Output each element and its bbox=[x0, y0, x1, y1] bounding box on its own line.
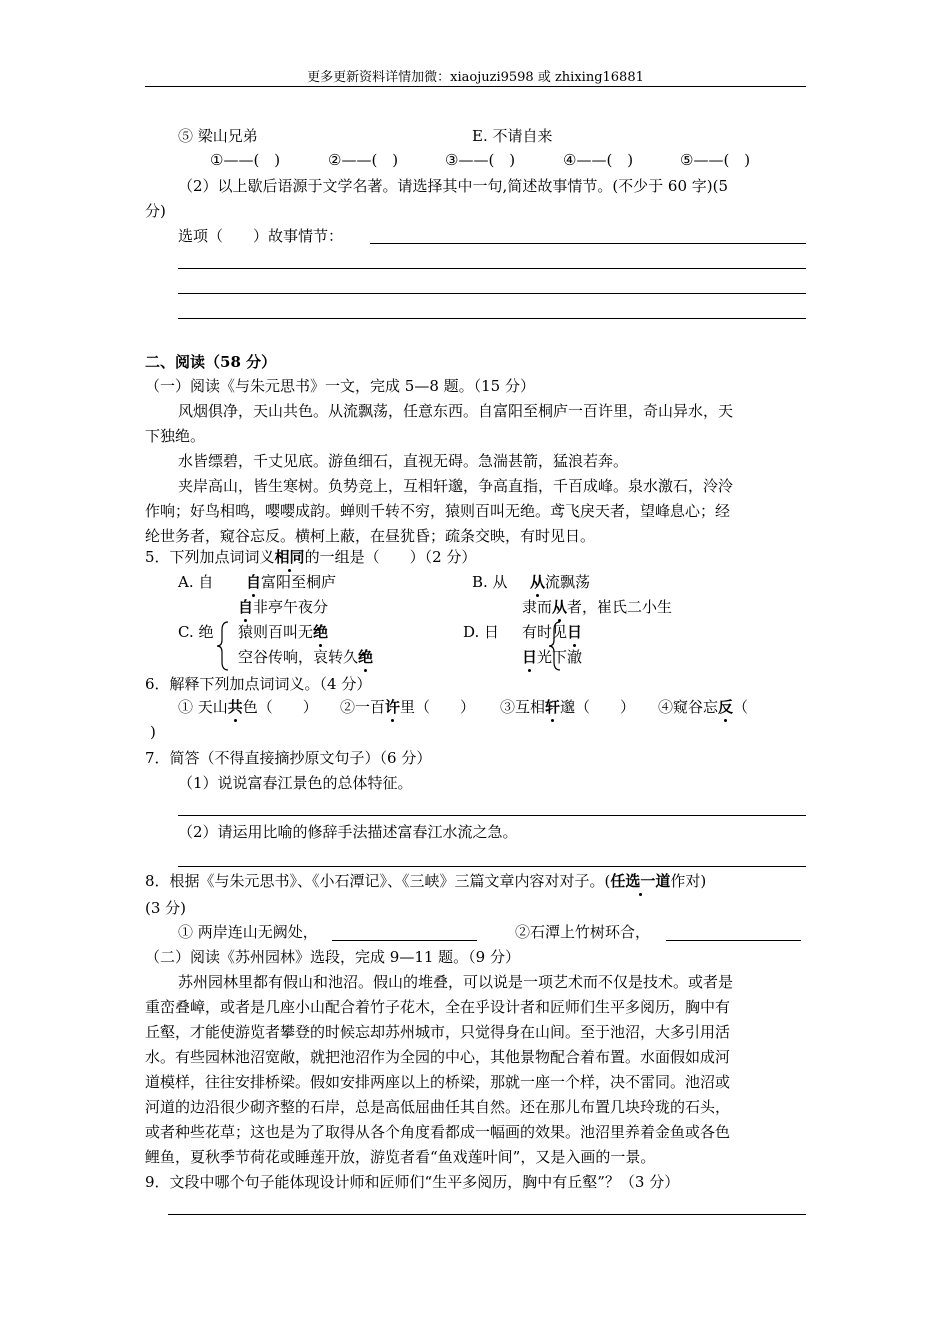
q5-option-c-line2: 空谷传响，哀转久绝 bbox=[238, 648, 374, 666]
item5-left: ⑤ 梁山兄弟 bbox=[178, 127, 258, 145]
answer-line[interactable] bbox=[178, 293, 806, 294]
answer-line[interactable] bbox=[168, 1214, 806, 1215]
q5-option-a-label[interactable]: A. 自 bbox=[178, 573, 214, 591]
answer-slot-4[interactable]: ④——( ) bbox=[563, 151, 634, 169]
choice-label: 选项（ ）故事情节： bbox=[178, 227, 344, 245]
header-divider bbox=[145, 86, 806, 87]
q8-couplet-1: ① 两岸连山无阙处， bbox=[178, 923, 318, 941]
q5-option-a-line2: 自非亭午夜分 bbox=[238, 598, 329, 616]
passage1-line: 夹岸高山，皆生寒树。负势竞上，互相轩邈，争高直指，千百成峰。泉水激石，泠泠 bbox=[178, 477, 734, 495]
answer-line[interactable] bbox=[178, 866, 806, 867]
answer-line[interactable] bbox=[178, 268, 806, 269]
page-header: 更多更新资料详情加微：xiaojuzi9598 或 zhixing16881 bbox=[307, 70, 644, 85]
q8-score: (3 分) bbox=[145, 899, 187, 917]
brace-icon bbox=[548, 620, 562, 672]
q6-item-4[interactable]: ④窥谷忘反（ bbox=[658, 698, 749, 716]
q2-text: （2）以上歇后语源于文学名著。请选择其中一句,简述故事情节。(不少于 60 字)(5 bbox=[178, 177, 729, 195]
passage2-line: 河道的边沿很少砌齐整的石岸，总是高低屈曲任其自然。还在那儿布置几块玲珑的石头， bbox=[145, 1098, 731, 1116]
q5-stem: 5．下列加点词词义相同的一组是（ ）（2 分） bbox=[145, 548, 477, 566]
answer-slot-3[interactable]: ③——( ) bbox=[445, 151, 516, 169]
q6-item-2[interactable]: ②一百许里（ ） bbox=[340, 698, 476, 716]
passage2-line: 道模样，往往安排桥梁。假如安排两座以上的桥梁，那就一座一个样，决不雷同。池沼或 bbox=[145, 1073, 731, 1091]
q5-option-d-label[interactable]: D. 日 bbox=[463, 623, 500, 641]
passage2-line: 丘壑，才能使游览者攀登的时候忘却苏州城市，只觉得身在山间。至于池沼，大多引用活 bbox=[145, 1023, 731, 1041]
q6-stem: 6．解释下列加点词词义。（4 分） bbox=[145, 675, 372, 693]
passage2-line: 水。有些园林池沼宽敞，就把池沼作为全园的中心，其他景物配合着布置。水面假如成河 bbox=[145, 1048, 731, 1066]
q9-stem: 9．文段中哪个句子能体现设计师和匠师们“生平多阅历，胸中有丘壑”？（3 分） bbox=[145, 1173, 680, 1191]
q7-stem: 7．简答（不得直接摘抄原文句子）（6 分） bbox=[145, 749, 432, 767]
q5-option-d-line1: 有时见日 bbox=[522, 623, 583, 641]
answer-slot-2[interactable]: ②——( ) bbox=[328, 151, 399, 169]
passage1-line: 下独绝。 bbox=[145, 427, 206, 445]
passage1-line: 作响；好鸟相鸣，嘤嘤成韵。蝉则千转不穷，猿则百叫无绝。鸢飞戾天者，望峰息心；经 bbox=[145, 502, 731, 520]
q8-couplet-2: ②石潭上竹树环合， bbox=[515, 923, 651, 941]
answer-line[interactable] bbox=[178, 318, 806, 319]
q2-text-cont: 分) bbox=[145, 202, 166, 220]
part2-title: （二）阅读《苏州园林》选段，完成 9—11 题。（9 分） bbox=[145, 948, 520, 966]
q5-option-b-label[interactable]: B. 从 bbox=[472, 573, 508, 591]
passage1-line: 风烟俱净，天山共色。从流飘荡，任意东西。自富阳至桐庐一百许里，奇山异水，天 bbox=[178, 402, 734, 420]
q6-item-3[interactable]: ③互相轩邈（ ） bbox=[500, 698, 636, 716]
passage2-line: 重峦叠嶂，或者是几座小山配合着竹子花木，全在乎设计者和匠师们生平多阅历，胸中有 bbox=[145, 998, 731, 1016]
part1-title: （一）阅读《与朱元思书》一文，完成 5—8 题。（15 分） bbox=[145, 377, 535, 395]
answer-slot-5[interactable]: ⑤——( ) bbox=[680, 151, 751, 169]
answer-line[interactable] bbox=[332, 940, 477, 941]
q5-option-c-label[interactable]: C. 绝 bbox=[178, 623, 214, 641]
answer-line[interactable] bbox=[370, 243, 806, 244]
q6-item-1[interactable]: ① 天山共色（ ） bbox=[178, 698, 318, 716]
passage1-line: 水皆缥碧，千丈见底。游鱼细石，直视无碍。急湍甚箭，猛浪若奔。 bbox=[178, 452, 629, 470]
q8-stem: 8．根据《与朱元思书》、《小石潭记》、《三峡》三篇文章内容对对子。(任选一道作对) bbox=[145, 872, 707, 890]
brace-icon bbox=[216, 620, 230, 672]
q5-option-c-line1: 猿则百叫无绝 bbox=[238, 623, 329, 641]
passage2-line: 鲤鱼，夏秋季节荷花或睡莲开放，游览者看“鱼戏莲叶间”，又是入画的一景。 bbox=[145, 1148, 656, 1166]
item5-right: E. 不请自来 bbox=[472, 127, 553, 145]
answer-line[interactable] bbox=[178, 815, 806, 816]
passage2-line: 苏州园林里都有假山和池沼。假山的堆叠，可以说是一项艺术而不仅是技术。或者是 bbox=[178, 973, 734, 991]
q5-option-a-line1: 自富阳至桐庐 bbox=[246, 573, 337, 591]
answer-slot-1[interactable]: ①——( ) bbox=[210, 151, 281, 169]
q5-option-b-line1: 从流飘荡 bbox=[530, 573, 591, 591]
q5-option-d-line2: 日光下澈 bbox=[522, 648, 583, 666]
answer-line[interactable] bbox=[666, 940, 801, 941]
q5-option-b-line2: 隶而从者，崔氏二小生 bbox=[522, 598, 673, 616]
q7-part1: （1）说说富春江景色的总体特征。 bbox=[178, 774, 413, 792]
q6-item-4-close: ) bbox=[150, 723, 156, 741]
section-title: 二、阅读（58 分） bbox=[145, 353, 277, 371]
passage2-line: 或者种些花草；这也是为了取得从各个角度看都成一幅画的效果。池沼里养着金鱼或各色 bbox=[145, 1123, 731, 1141]
q7-part2: （2）请运用比喻的修辞手法描述富春江水流之急。 bbox=[178, 823, 518, 841]
passage1-line: 纶世务者，窥谷忘反。横柯上蔽，在昼犹昏；疏条交映，有时见日。 bbox=[145, 527, 596, 545]
